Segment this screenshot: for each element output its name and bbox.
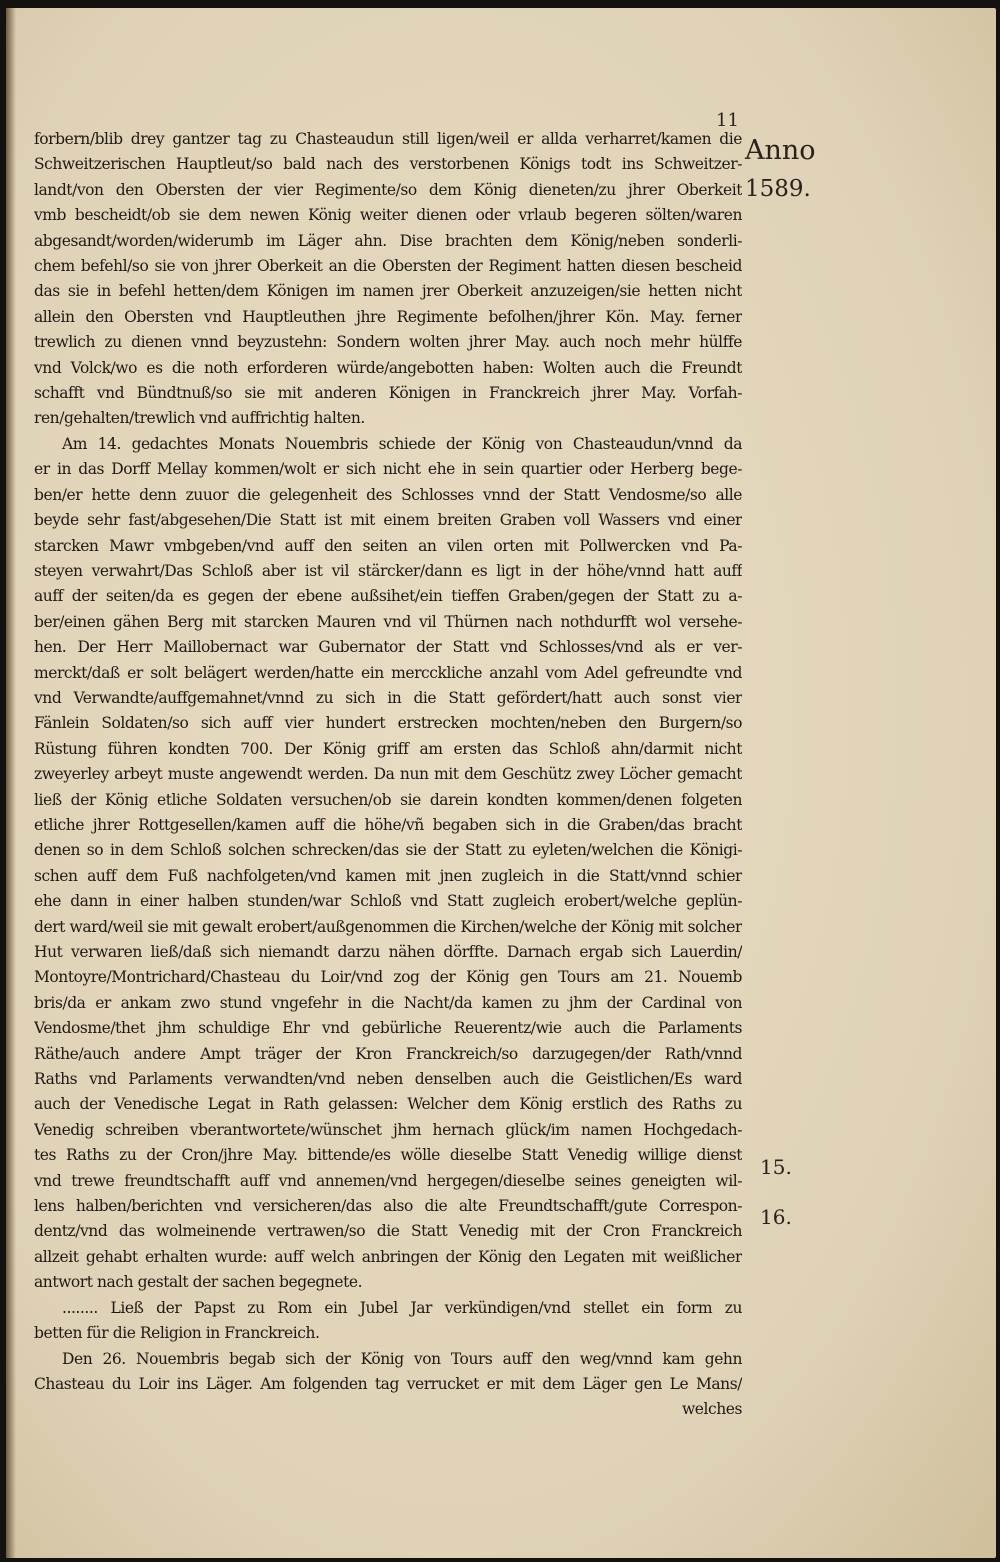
text-line: Montoyre/Montrichard/Chasteau du Loir/vnd zog der König gen Tours am 21. Nouemb [34, 968, 742, 987]
text-line: dentz/vnd das wolmeinende vertrawen/so die Statt Venedig mit der Cron Franckreich [34, 1222, 742, 1241]
text-line: zweyerley arbeyt muste angewendt werden. Da nun mit dem Geschütz zwey Löcher gemacht [34, 765, 742, 784]
text-line: Den 26. Nouembris begab sich der König von Tours auff den weg/vnnd kam gehn [62, 1349, 742, 1368]
text-line: schen auff dem Fuß nachfolgeten/vnd kamen mit jnen zugleich in die Statt/vnnd schier [34, 866, 742, 885]
page-number: 11 [716, 110, 739, 131]
text-line: auch der Venedische Legat in Rath gelassen: Welcher dem König erstlich des Raths zu [34, 1095, 742, 1114]
text-line: vnd trewe freundtschafft auff vnd annemen/vnd hergegen/dieselbe seines geneigten wil- [34, 1171, 742, 1190]
text-line: etliche jhrer Rottgesellen/kamen auff die höhe/vñ begaben sich in die Graben/das bracht [34, 815, 742, 834]
text-line: Vendosme/thet jhm schuldige Ehr vnd gebürliche Reuerentz/wie auch die Parlaments [34, 1019, 742, 1038]
text-line: abgesandt/worden/widerumb im Läger ahn. Dise brachten dem König/neben sonderli- [34, 231, 742, 250]
text-line: Hut verwaren ließ/daß sich niemandt darzu nähen dörffte. Darnach ergab sich Lauerdin/ [34, 943, 742, 961]
text-line: Raths vnd Parlaments verwandten/vnd neben denselben auch die Geistlichen/Es ward [34, 1070, 742, 1089]
text-line: merckt/daß er solt belägert werden/hatte ein mercckliche anzahl vom Adel gefreundte vnd [34, 663, 742, 682]
text-line: antwort nach gestalt der sachen begegnete. [34, 1273, 363, 1292]
text-line: Räthe/auch andere Ampt träger der Kron Franckreich/so darzugegen/der Rath/vnnd [34, 1044, 742, 1063]
text-line: Venedig schreiben vberantwortete/wünschet jhm hernach glück/im namen Hochgedach- [34, 1120, 742, 1139]
text-line: betten für die Religion in Franckreich. [34, 1324, 320, 1343]
text-line: auff der seiten/da es gegen der ebene außsihet/ein tieffen Graben/gegen der Statt zu a- [34, 587, 742, 606]
text-line: allein den Obersten vnd Hauptleuthen jhre Regimente befolhen/jhrer Kön. May. ferner [34, 307, 742, 326]
text-line: vnd Verwandte/auffgemahnet/vnnd zu sich in die Statt gefördert/hatt auch sonst vier [34, 688, 742, 707]
text-line: Am 14. gedachtes Monats Nouembris schiede der König von Chasteaudun/vnnd da [62, 434, 742, 453]
text-line: lens halben/berichten vnd versicheren/das also die alte Freundtschafft/gute Correspon- [34, 1197, 742, 1216]
text-line: vmb bescheidt/ob sie dem newen König weiter dienen oder vrlaub begeren sölten/waren [34, 206, 742, 225]
text-line: beyde sehr fast/abgesehen/Die Statt ist mit einem breiten Graben voll Wassers vnd einer [34, 511, 742, 530]
text-line: chem befehl/so sie von jhrer Oberkeit an die Obersten der Regiment hatten diesen bescheid [34, 257, 742, 276]
text-line: hen. Der Herr Maillobernact war Gubernator der Statt vnd Schlosses/vnd als er ver- [34, 638, 742, 657]
text-line: ren/gehalten/trewlich vnd auffrichtig halten. [34, 409, 365, 428]
text-line: schafft vnd Bündtnuß/so sie mit anderen Königen in Franckreich jhrer May. Vorfah- [34, 384, 742, 403]
text-line: trewlich zu dienen vnnd beyzustehn: Sondern wolten jhrer May. auch noch mehr hülffe [34, 333, 742, 352]
text-line: er in das Dorff Mellay kommen/wolt er sich nicht ehe in sein quartier oder Herberg bege- [34, 460, 742, 479]
text-line: ehe dann in einer halben stunden/war Schloß vnd Statt zugleich erobert/welche geplün- [34, 892, 742, 911]
margin-number-15: 15. [760, 1155, 792, 1179]
text-line: allzeit gehabt erhalten wurde: auff welch anbringen der König den Legaten mit weißlicher [34, 1247, 742, 1266]
margin-number-16: 16. [760, 1205, 792, 1229]
text-line: denen so in dem Schloß solchen schrecken/das sie der Statt zu eyleten/welchen die Königi- [34, 841, 742, 860]
text-line: Schweitzerischen Hauptleut/so bald nach des verstorbenen Königs todt ins Schweitzer- [34, 155, 742, 174]
text-line: vnd Volck/wo es die noth erforderen würde/angebotten haben: Wolten auch die Freundt [34, 358, 742, 377]
text-line: ben/er hette denn zuuor die gelegenheit des Schlosses vnnd der Statt Vendosme/so alle [34, 485, 742, 504]
text-line: bris/da er ankam zwo stund vngefehr in die Nacht/da kamen zu jhm der Cardinal von [34, 993, 742, 1012]
text-line: Fänlein Soldaten/so sich auff vier hundert erstrecken mochten/neben den Burgern/so [34, 714, 742, 733]
text-line: starcken Mawr vmbgeben/vnd auff den seiten an vilen orten mit Pollwercken vnd Pa- [34, 536, 742, 555]
text-line: Rüstung führen kondten 700. Der König griff am ersten das Schloß ahn/darmit nicht [34, 739, 742, 758]
text-line: forbern/blib drey gantzer tag zu Chasteaudun still ligen/weil er allda verharret/kamen die [34, 130, 742, 148]
text-line: Chasteau du Loir ins Läger. Am folgenden tag verrucket er mit dem Läger gen Le Mans/ [34, 1374, 742, 1393]
text-line: dert ward/weil sie mit gewalt erobert/außgenommen die Kirchen/welche der König mit solcher [34, 917, 742, 936]
text-line: tes Raths zu der Cron/jhre May. bittende/es wölle dieselbe Statt Venedig willige dienst [34, 1146, 742, 1165]
text-line: landt/von den Obersten der vier Regimente/so dem König dieneten/zu jhrer Oberkeit [34, 180, 742, 199]
catchword: welches [681, 1400, 742, 1419]
margin-anno-word: Anno [745, 135, 816, 166]
page-binding-shadow [6, 8, 16, 1558]
text-line: ........ Ließ der Papst zu Rom ein Jubel Jar verkündigen/vnd stellet ein form zu [62, 1298, 742, 1317]
text-line: ber/einen gähen Berg mit starcken Mauren vnd vil Thürnen nach nothdurfft wol versehe- [34, 612, 742, 631]
text-line: steyen verwahrt/Das Schloß aber ist vil stärcker/dann es ligt in der höhe/vnnd hatt auff [34, 561, 742, 580]
margin-year-note [745, 132, 816, 208]
text-line: das sie in befehl hetten/dem Königen im namen jrer Oberkeit anzuzeigen/sie hetten nicht [34, 282, 742, 301]
margin-anno-year: 1589. [745, 176, 811, 202]
text-line: ließ der König etliche Soldaten versuchen/ob sie darein kondten kommen/denen folgeten [34, 790, 742, 809]
body-text [34, 127, 742, 1423]
